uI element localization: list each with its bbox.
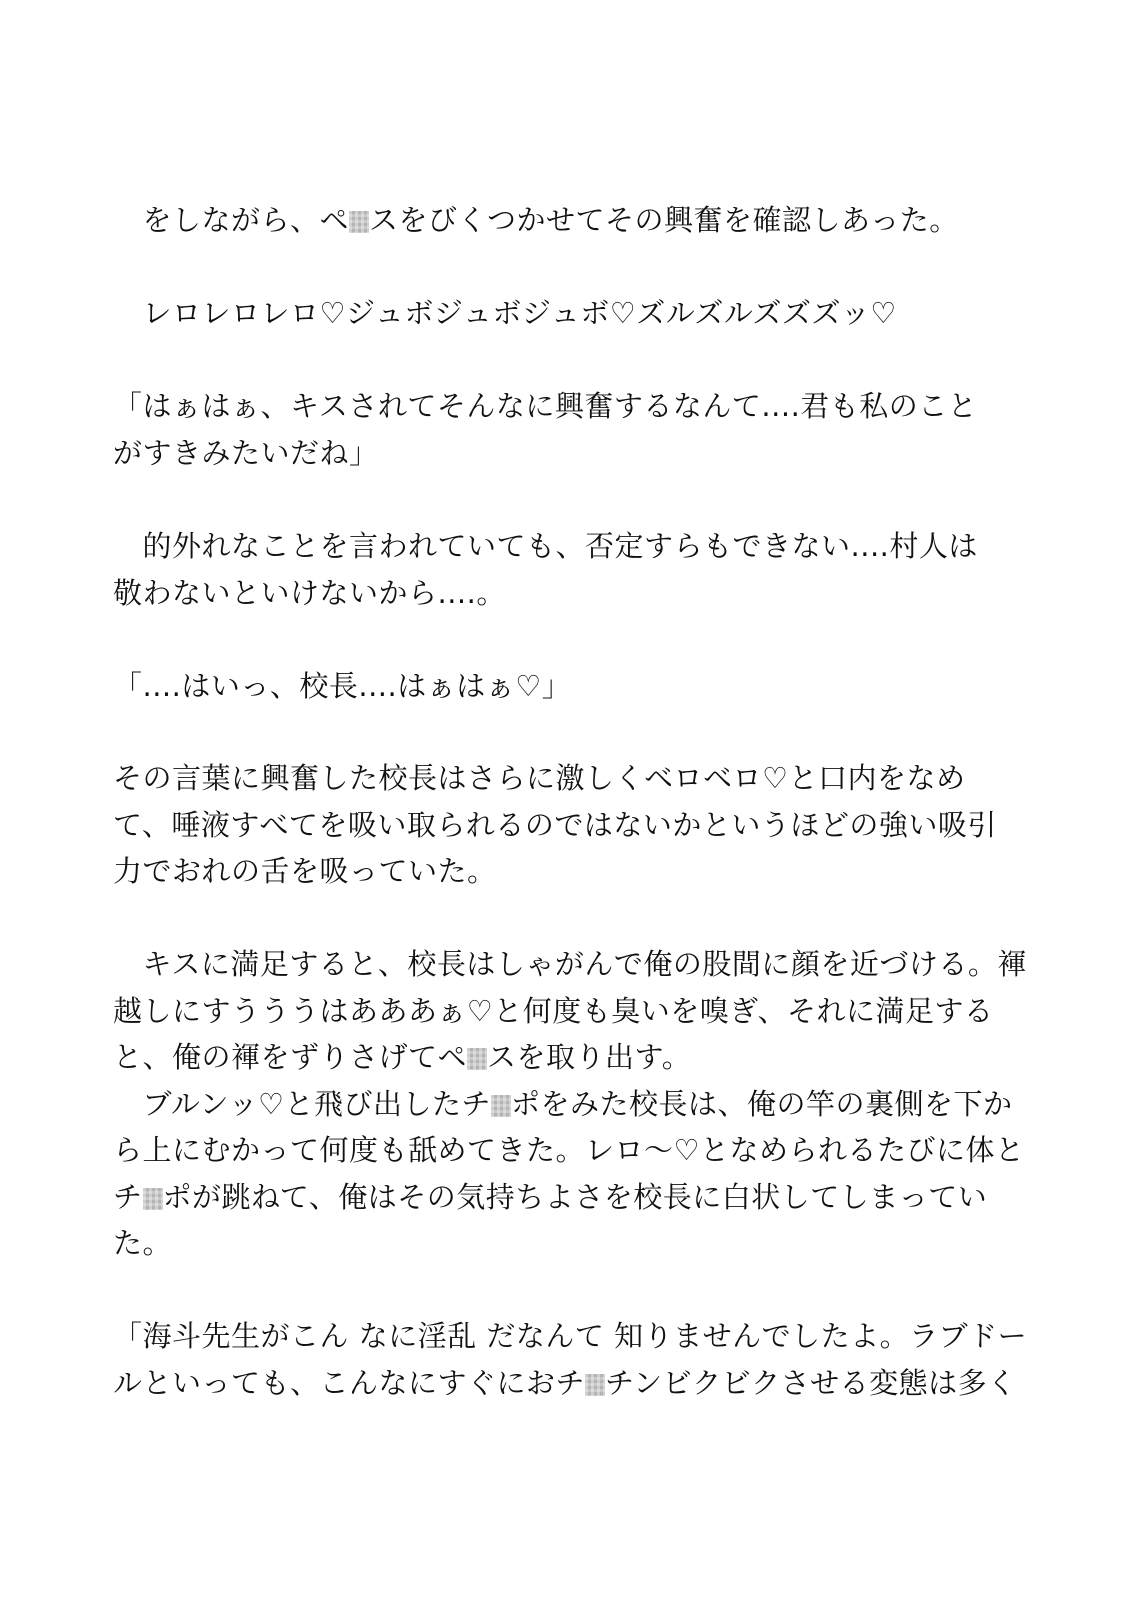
text-line: ら上にむかって何度も舐めてきた。レロ～♡となめられるたびに体と: [113, 1133, 1025, 1167]
text-line: て、唾液すべてを吸い取られるのではないかというほどの強い吸引: [113, 808, 997, 842]
censor-mosaic: [585, 1374, 605, 1396]
text-line: をしながら、ペ スをびくつかせてその興奮を確認しあった。: [113, 203, 959, 237]
text-line: がすきみたいだね」: [113, 436, 379, 470]
text-line: キスに満足すると、校長はしゃがんで俺の股間に顔を近づける。褌: [113, 947, 1027, 981]
text-line: 的外れなことを言われていても、否定すらもできない....村人は: [113, 529, 978, 563]
censor-mosaic: [491, 1095, 511, 1117]
text-line: た。: [113, 1226, 173, 1260]
censor-mosaic: [143, 1188, 163, 1210]
censor-mosaic: [349, 211, 369, 233]
text-line: チ ポが跳ねて、俺はその気持ちよさを校長に白状してしまってい: [113, 1180, 988, 1214]
text-line: 敬わないといけないから....。: [113, 576, 506, 610]
text-line: ブルンッ♡と飛び出したチ ポをみた校長は、俺の竿の裏側を下か: [113, 1087, 1013, 1121]
text-line: その言葉に興奮した校長はさらに激しくベロベロ♡と口内をなめ: [113, 761, 966, 795]
text-line: 「海斗先生がこん なに淫乱 だなんて 知りませんでしたよ。ラブドー: [113, 1319, 1028, 1353]
text-line: 力でおれの舌を吸っていた。: [113, 854, 497, 888]
text-line: と、俺の褌をずりさげてペ スを取り出す。: [113, 1040, 692, 1074]
text-line: レロレロレロ♡ジュボジュボジュボ♡ズルズルズズズッ♡: [113, 296, 897, 330]
text-line: 「はぁはぁ、キスされてそんなに興奮するなんて....君も私のこと: [113, 389, 978, 423]
text-line: ルといっても、こんなにすぐにおチ チンビクビクさせる変態は多く: [113, 1366, 1017, 1400]
text-line: 「....はいっ、校長....はぁはぁ♡」: [113, 669, 572, 703]
text-line: 越しにすうううはあああぁ♡と何度も臭いを嗅ぎ、それに満足する: [113, 994, 994, 1028]
censor-mosaic: [467, 1048, 487, 1070]
